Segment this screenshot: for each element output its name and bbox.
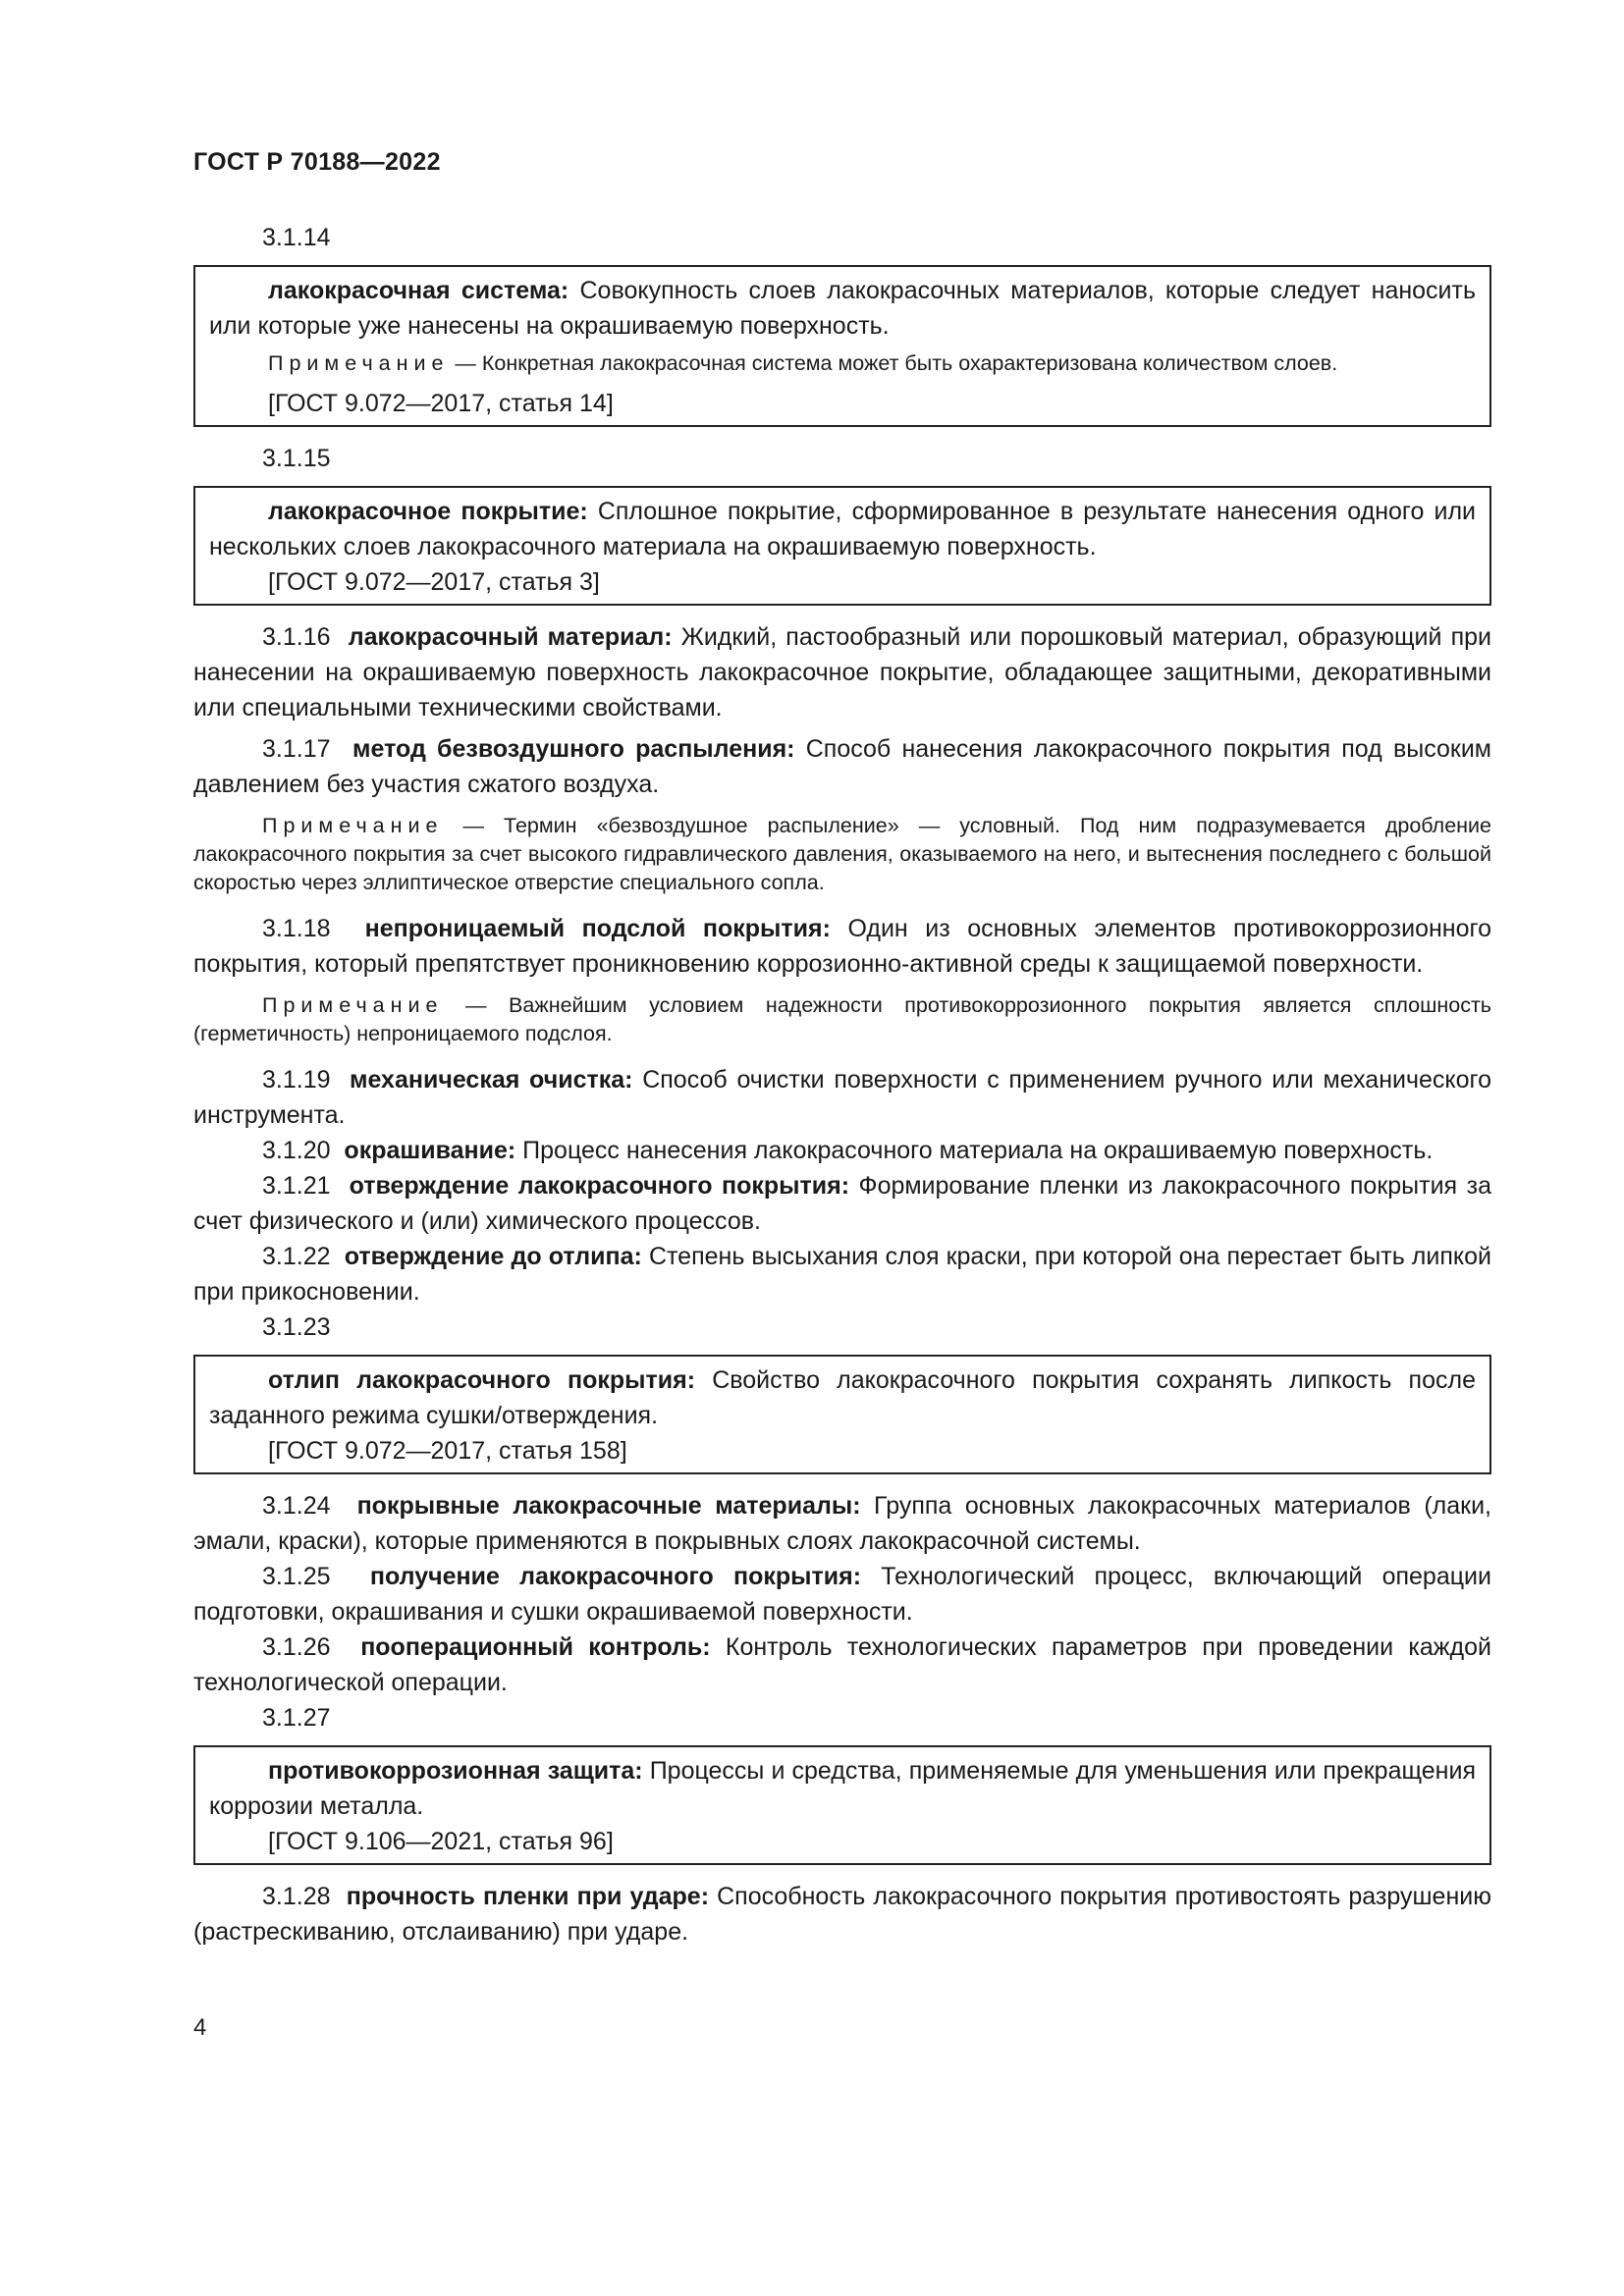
note-paragraph xyxy=(193,991,1491,1048)
source-reference: [ГОСТ 9.072—2017, статья 14] xyxy=(268,390,614,417)
entry-number: 3.1.27 xyxy=(262,1704,331,1732)
definition-text: Сплошное покрытие, сформированное в результате нанесения одного или нескольких слоев лакокрасочного материала на окрашиваемую поверхность. xyxy=(209,498,1477,561)
definition-paragraph xyxy=(209,494,1476,564)
quoted-definition-box xyxy=(193,486,1491,606)
note-paragraph xyxy=(193,812,1491,897)
standard-header: ГОСТ Р 70188—2022 xyxy=(193,148,441,176)
term-label: отверждение до отлипа: xyxy=(344,1243,642,1270)
definition-paragraph xyxy=(209,273,1476,344)
definition-text: Способность лакокрасочного покрытия противостоять разрушению (растрескиванию, отслаиванию) при ударе. xyxy=(193,1883,1491,1946)
definition-text: Способ нанесения лакокрасочного покрытия под высоким давлением без участия сжатого воздуха. xyxy=(193,735,1491,798)
term-label: окрашивание: xyxy=(344,1137,516,1164)
note-text: — Важнейшим условием надежности противокоррозионного покрытия является сплошность (герметичность) непроницаемого подслоя. xyxy=(193,993,1491,1045)
definition-text: Степень высыхания слоя краски, при которой она перестает быть липкой при прикосновении. xyxy=(193,1243,1491,1306)
definition-paragraph xyxy=(193,1239,1491,1309)
term-label: покрывные лакокрасочные материалы: xyxy=(356,1492,861,1520)
definition-text: Контроль технологических параметров при проведении каждой технологической операции. xyxy=(193,1633,1491,1696)
entry-number: 3.1.24 xyxy=(262,1492,331,1520)
entry-number: 3.1.18 xyxy=(262,915,331,942)
definition-paragraph xyxy=(193,1629,1491,1700)
entry-number: 3.1.20 xyxy=(262,1137,331,1164)
term-label: непроницаемый подслой покрытия: xyxy=(364,915,831,942)
entry-number: 3.1.22 xyxy=(262,1243,331,1270)
definition-paragraph xyxy=(193,731,1491,802)
term-label: пооперационный контроль: xyxy=(360,1633,711,1661)
term-label: метод безвоздушного распыления: xyxy=(352,735,795,763)
note-text: — Конкретная лакокрасочная система может быть охарактеризована количеством слоев. xyxy=(449,351,1338,375)
entry-number: 3.1.15 xyxy=(262,445,331,472)
definition-text: Процесс нанесения лакокрасочного материала на окрашиваемую поверхность. xyxy=(515,1137,1434,1164)
definition-paragraph xyxy=(193,1168,1491,1239)
entry-number: 3.1.26 xyxy=(262,1633,331,1661)
quoted-definition-box xyxy=(193,1355,1491,1474)
definition-paragraph xyxy=(193,1879,1491,1949)
entry-number: 3.1.14 xyxy=(262,224,331,251)
definition-paragraph xyxy=(193,1062,1491,1133)
definition-paragraph xyxy=(193,1488,1491,1559)
definition-text: Группа основных лакокрасочных материалов (лаки, эмали, краски), которые применяются в покрывных слоях лакокрасочной системы. xyxy=(193,1492,1491,1555)
definition-paragraph xyxy=(193,1559,1491,1629)
note-text: — Термин «безвоздушное распыление» — условный. Под ним подразумевается дробление лакокрасочного покрытия за счет высокого гидравлического давления, оказываемого на него, и вытеснения последнего с большой скоростью через эллиптическое отверстие специального сопла. xyxy=(193,814,1491,894)
note-paragraph xyxy=(209,349,1476,378)
definition-text: Совокупность слоев лакокрасочных материалов, которые следует наносить или которые уже нанесены на окрашиваемую поверхность. xyxy=(209,277,1476,340)
note-label: Примечание xyxy=(268,351,450,375)
definition-text: Свойство лакокрасочного покрытия сохранять липкость после заданного режима сушки/отверждения. xyxy=(209,1366,1476,1429)
note-label: Примечание xyxy=(262,814,444,837)
term-label: лакокрасочная система: xyxy=(268,277,569,304)
entry-number: 3.1.28 xyxy=(262,1883,331,1910)
term-label: получение лакокрасочного покрытия: xyxy=(369,1563,862,1590)
term-label: лакокрасочное покрытие: xyxy=(268,498,588,525)
definition-paragraph xyxy=(209,1362,1476,1433)
entry-number: 3.1.17 xyxy=(262,735,331,763)
definition-paragraph xyxy=(193,619,1491,725)
note-label: Примечание xyxy=(262,993,444,1017)
term-label: механическая очистка: xyxy=(349,1066,633,1094)
term-label: лакокрасочный материал: xyxy=(348,623,673,651)
definition-text: Формирование пленки из лакокрасочного покрытия за счет физического и (или) химического процессов. xyxy=(193,1172,1491,1235)
entry-number: 3.1.21 xyxy=(262,1172,331,1200)
term-label: отверждение лакокрасочного покрытия: xyxy=(349,1172,850,1200)
definition-text: Способ очистки поверхности с применением ручного или механического инструмента. xyxy=(193,1066,1491,1129)
definition-paragraph xyxy=(193,911,1491,982)
quoted-definition-box xyxy=(193,265,1491,427)
term-label: прочность пленки при ударе: xyxy=(346,1883,710,1910)
source-reference: [ГОСТ 9.106—2021, статья 96] xyxy=(268,1828,614,1855)
entry-number: 3.1.19 xyxy=(262,1066,331,1094)
definitions-section xyxy=(193,220,1491,1949)
page-number: 4 xyxy=(193,2014,207,2041)
term-label: противокоррозионная защита: xyxy=(268,1757,643,1785)
source-reference: [ГОСТ 9.072—2017, статья 158] xyxy=(268,1437,627,1465)
definition-text: Технологический процесс, включающий операции подготовки, окрашивания и сушки окрашиваемой поверхности. xyxy=(193,1563,1491,1626)
definition-paragraph xyxy=(193,1133,1491,1168)
quoted-definition-box xyxy=(193,1745,1491,1865)
entry-number: 3.1.25 xyxy=(262,1563,331,1590)
definition-text: Жидкий, пастообразный или порошковый материал, образующий при нанесении на окрашиваемую поверхность лакокрасочное покрытие, обладающее защитными, декоративными или специальными техническими свойствами. xyxy=(193,623,1491,721)
definition-text: Один из основных элементов противокоррозионного покрытия, который препятствует проникновению коррозионно-активной среды к защищаемой поверхности. xyxy=(193,915,1491,978)
definition-paragraph xyxy=(209,1753,1476,1824)
term-label: отлип лакокрасочного покрытия: xyxy=(268,1366,696,1394)
entry-number: 3.1.23 xyxy=(262,1313,331,1341)
source-reference: [ГОСТ 9.072—2017, статья 3] xyxy=(268,568,600,596)
entry-number: 3.1.16 xyxy=(262,623,331,651)
definition-text: Процессы и средства, применяемые для уменьшения или прекращения коррозии металла. xyxy=(209,1757,1476,1820)
